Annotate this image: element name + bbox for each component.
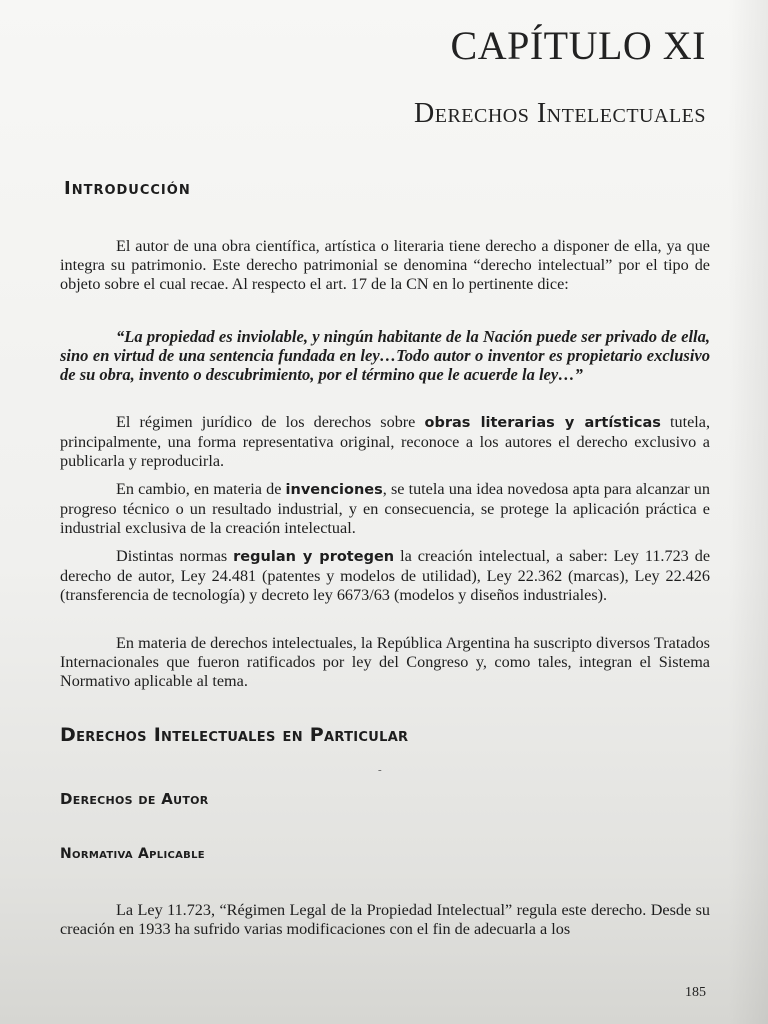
paragraph-3-text-b: , se tutela una idea novedosa apta para alcanzar un progreso técnico o un resultado industrial, y en consecuencia, se protege la aplicación práctica e industrial exclusiva de la creación intelectual.	[60, 480, 710, 537]
paragraph-1: El autor de una obra científica, artística o literaria tiene derecho a disponer de ella, ya que integra su patrimonio. Este derecho patrimonial se denomina “derecho intelectual” por el tipo de objeto sobre el cual recae. Al respecto el art. 17 de la CN en lo pertinente dice:	[60, 237, 710, 293]
paragraph-4	[60, 547, 710, 605]
page-number: 185	[685, 985, 706, 1000]
paragraph-3-text-a: En cambio, en materia de	[116, 480, 286, 498]
paragraph-2-text-b: tutela, principalmente, una forma representativa original, reconoce a los autores el derecho exclusivo a publicarla y reproducirla.	[60, 413, 711, 470]
paragraph-6: La Ley 11.723, “Régimen Legal de la Propiedad Intelectual” regula este derecho. Desde su creación en 1933 ha sufrido varias modificaciones con el fin de adecuarla a los	[60, 901, 710, 938]
paragraph-5: En materia de derechos intelectuales, la República Argentina ha suscripto diversos Tratados Internacionales que fueron ratificados por ley del Congreso y, como tales, integran el Sistema Normativo aplicable al tema.	[60, 634, 710, 690]
paragraph-3	[60, 480, 710, 538]
dash-mark: -	[378, 764, 382, 776]
paragraph-4-text-b: la creación intelectual, a saber: Ley 11.723 de derecho de autor, Ley 24.481 (patentes y modelos de utilidad), Ley 22.362 (marcas), Ley 22.426 (transferencia de tecnología) y decreto ley 6673/63 (modelos y diseños industriales).	[60, 547, 711, 604]
heading-derechos-autor: Derechos de Autor	[60, 790, 209, 808]
section-title: Derechos Intelectuales	[414, 98, 706, 129]
paragraph-4-bold: regulan y protegen	[233, 549, 395, 565]
page-edge-shadow	[728, 0, 768, 1024]
paragraph-4-text-a: Distintas normas	[116, 547, 234, 565]
chapter-title: CAPÍTULO XI	[450, 23, 706, 68]
heading-derechos-particular: Derechos Intelectuales en Particular	[60, 724, 409, 746]
paragraph-2-bold: obras literarias y artísticas	[424, 415, 661, 431]
paragraph-3-bold: invenciones	[285, 482, 383, 498]
constitution-quote: “La propiedad es inviolable, y ningún habitante de la Nación puede ser privado de ella, sino en virtud de una sentencia fundada en ley…Todo autor o inventor es propietario exclusivo de su obra, invento o descubrimiento, por el término que le acuerde la ley…”	[60, 327, 710, 384]
paragraph-2-text-a: El régimen jurídico de los derechos sobre	[116, 413, 425, 431]
paragraph-2	[60, 413, 710, 471]
heading-introduccion: Introducción	[64, 178, 191, 199]
heading-normativa: Normativa Aplicable	[60, 846, 205, 862]
